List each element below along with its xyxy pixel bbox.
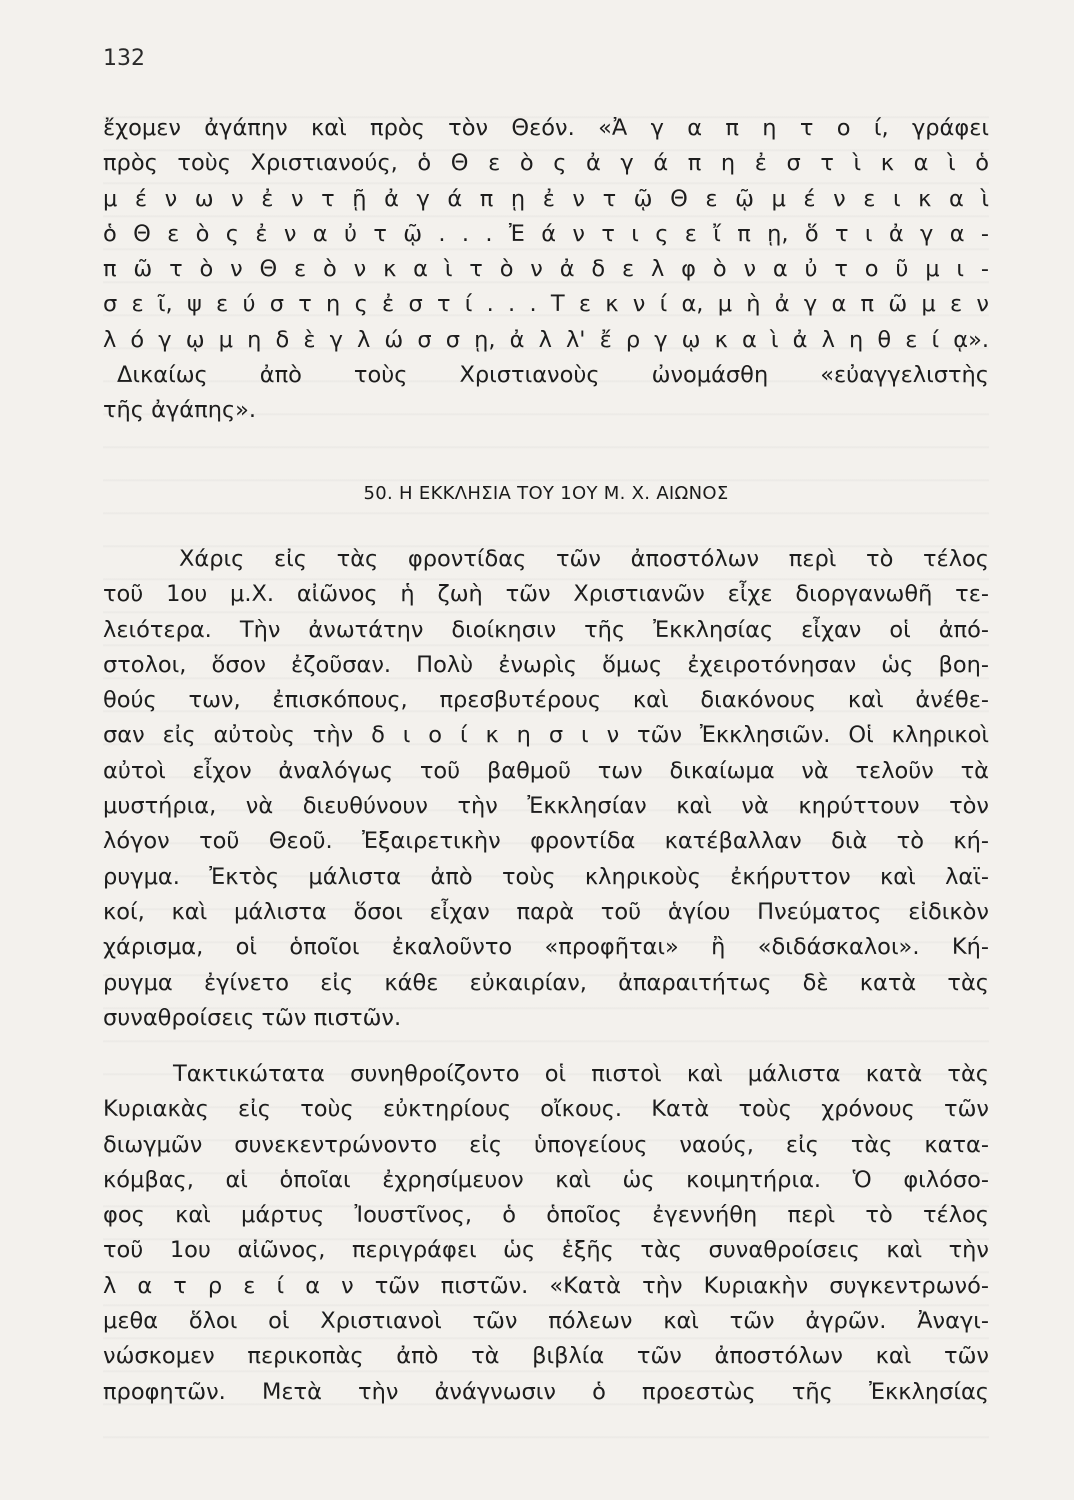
text-line: μ έ ν ω ν ἐ ν τ ῇ ἀ γ ά π ῃ ἐ ν τ ῷ Θ ε ῷ μ έ ν ε ι κ α ὶ: [103, 185, 989, 212]
text-line: κόμβας, αἱ ὁποῖαι ἐχρησίμευον καὶ ὡς κοιμητήρια. Ὁ φιλόσο-: [103, 1166, 989, 1193]
text-line: θούς των, ἐπισκόπους, πρεσβυτέρους καὶ διακόνους καὶ ἀνέθε-: [103, 687, 989, 714]
text-line: ρυγμα. Ἐκτὸς μάλιστα ἀπὸ τοὺς κληρικοὺς ἐκήρυττον καὶ λαϊ-: [103, 863, 989, 890]
text-line: συναθροίσεις τῶν πιστῶν.: [103, 1004, 402, 1031]
section-heading: 50. Η ΕΚΚΛΗΣΙΑ ΤΟΥ 1ΟΥ Μ. Χ. ΑΙΩΝΟΣ: [363, 483, 729, 504]
text-line: ρυγμα ἐγίνετο εἰς κάθε εὐκαιρίαν, ἀπαραιτήτως δὲ κατὰ τὰς: [103, 969, 989, 996]
text-line: λειότερα. Τὴν ἀνωτάτην διοίκησιν τῆς Ἐκκλησίας εἶχαν οἱ ἀπό-: [103, 616, 989, 643]
page-number: 132: [103, 46, 145, 71]
paragraph-church: [103, 542, 989, 1036]
text-line: λόγον τοῦ Θεοῦ. Ἐξαιρετικὴν φροντίδα κατέβαλλαν διὰ τὸ κή-: [103, 828, 989, 855]
text-line: λ α τ ρ ε ί α ν τῶν πιστῶν. «Κατὰ τὴν Κυριακὴν συγκεντρωνό-: [103, 1272, 989, 1299]
text-line: σαν εἰς αὐτοὺς τὴν δ ι ο ί κ η σ ι ν τῶν Ἐκκλησιῶν. Οἱ κληρικοὶ: [103, 722, 989, 749]
text-line: Τακτικώτατα συνηθροίζοντο οἱ πιστοὶ καὶ μάλιστα κατὰ τὰς: [173, 1061, 989, 1087]
text-line: σ ε ῖ, ψ ε ύ σ τ η ς ἐ σ τ ί . . . Τ ε κ ν ί α, μ ὴ ἀ γ α π ῶ μ ε ν: [103, 291, 989, 318]
text-line: λ ό γ ῳ μ η δ ὲ γ λ ώ σ σ ῃ, ἀ λ λ' ἔ ρ γ ῳ κ α ὶ ἀ λ η θ ε ί ᾳ».: [103, 326, 989, 353]
text-line: ἔχομεν ἀγάπην καὶ πρὸς τὸν Θεόν. «Ἀ γ α π η τ ο ί, γράφει: [103, 115, 989, 141]
text-line: νώσκομεν περικοπὰς ἀπὸ τὰ βιβλία τῶν ἀποστόλων καὶ τῶν: [103, 1343, 989, 1370]
text-line: κοί, καὶ μάλιστα ὅσοι εἶχαν παρὰ τοῦ ἁγίου Πνεύματος εἰδικὸν: [103, 898, 989, 925]
text-line: π ῶ τ ὸ ν Θ ε ὸ ν κ α ὶ τ ὸ ν ἀ δ ε λ φ ὸ ν α ὐ τ ο ῦ μ ι -: [103, 256, 989, 283]
text-line: μεθα ὅλοι οἱ Χριστιανοὶ τῶν πόλεων καὶ τῶν ἀγρῶν. Ἀναγι-: [103, 1308, 989, 1335]
text-line: αὐτοὶ εἶχον ἀναλόγως τοῦ βαθμοῦ των δικαίωμα νὰ τελοῦν τὰ: [103, 757, 989, 784]
text-line: τοῦ 1ου αἰῶνος, περιγράφει ὡς ἑξῆς τὰς συναθροίσεις καὶ τὴν: [103, 1237, 989, 1264]
text-line: πρὸς τοὺς Χριστιανούς, ὁ Θ ε ὸ ς ἀ γ ά π η ἐ σ τ ὶ κ α ὶ ὁ: [103, 150, 989, 177]
text-line: Κυριακὰς εἰς τοὺς εὐκτηρίους οἴκους. Κατὰ τοὺς χρόνους τῶν: [103, 1096, 989, 1123]
text-line: φος καὶ μάρτυς Ἰουστῖνος, ὁ ὁποῖος ἐγεννήθη περὶ τὸ τέλος: [103, 1202, 989, 1229]
text-line: διωγμῶν συνεκεντρώνοντο εἰς ὑπογείους ναούς, εἰς τὰς κατα-: [103, 1131, 989, 1158]
text-line: ὁ Θ ε ὸ ς ἐ ν α ὐ τ ῷ . . . Ἐ ά ν τ ι ς ε ἴ π ῃ, ὅ τ ι ἀ γ α -: [103, 220, 989, 247]
text-line: προφητῶν. Μετὰ τὴν ἀνάγνωσιν ὁ προεστὼς τῆς Ἐκκλησίας: [103, 1378, 989, 1405]
text-line: τῆς ἀγάπης».: [103, 397, 257, 424]
text-line: χάρισμα, οἱ ὁποῖοι ἐκαλοῦντο «προφῆται» ἢ «διδάσκαλοι». Κή-: [103, 934, 989, 961]
text-line: τοῦ 1ου μ.Χ. αἰῶνος ἡ ζωὴ τῶν Χριστιανῶν εἶχε διοργανωθῆ τε-: [103, 581, 989, 608]
text-line: στολοι, ὅσον ἐζοῦσαν. Πολὺ ἐνωρὶς ὅμως ἐχειροτόνησαν ὡς βοη-: [103, 651, 989, 678]
paragraph-worship: [103, 1057, 989, 1410]
text-line: μυστήρια, νὰ διευθύνουν τὴν Ἐκκλησίαν καὶ νὰ κηρύττουν τὸν: [103, 793, 989, 820]
text-line: Δικαίως ἀπὸ τοὺς Χριστιανοὺς ὠνομάσθη «εὐαγγελιστὴς: [117, 362, 989, 389]
text-line: Χάρις εἰς τὰς φροντίδας τῶν ἀποστόλων περὶ τὸ τέλος: [179, 546, 989, 572]
paragraph-quote: [103, 111, 989, 429]
